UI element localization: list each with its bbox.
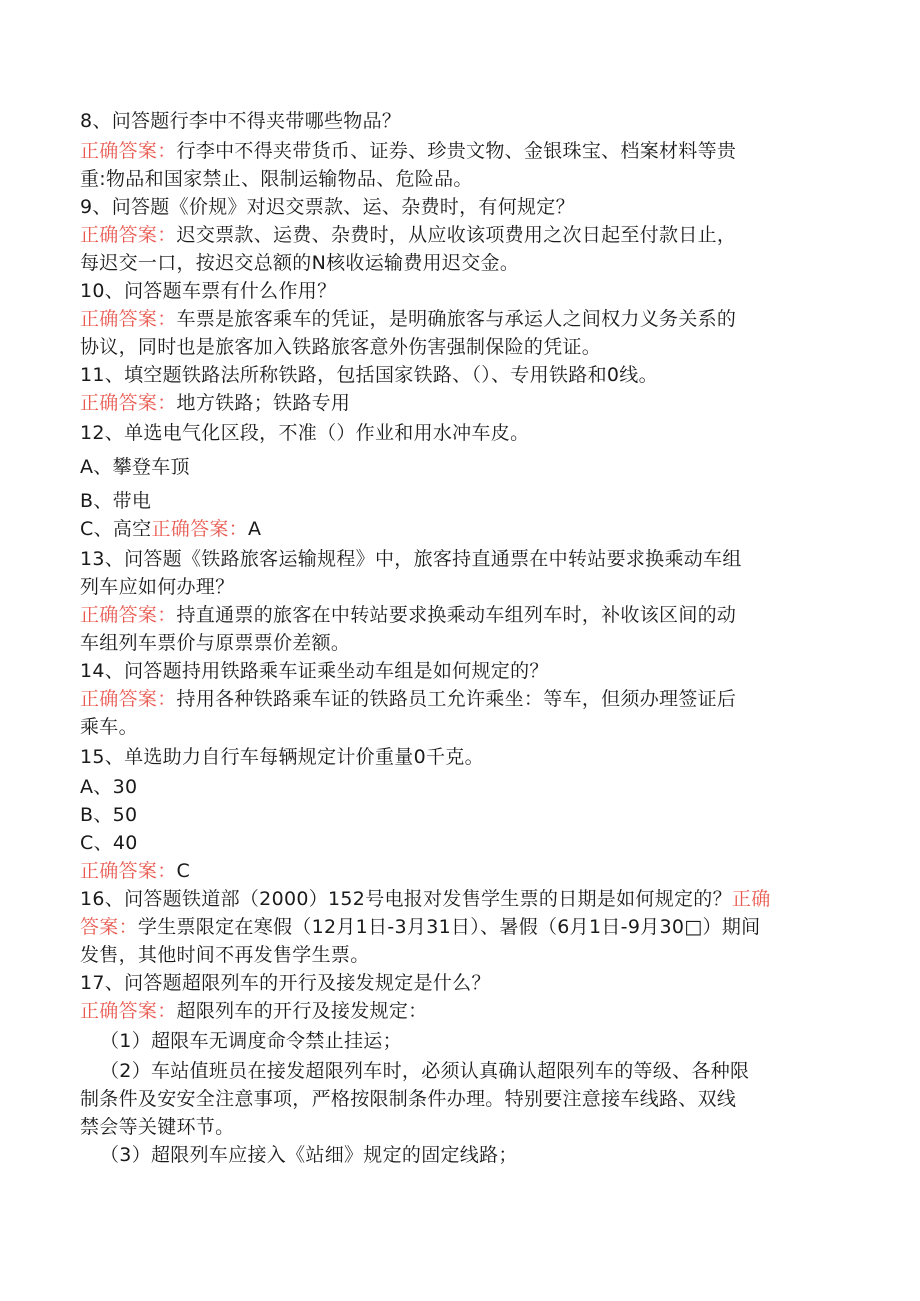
q11-question: 11、填空题铁路法所称铁路，包括国家铁路、（）、专用铁路和0线。 — [80, 364, 658, 386]
q13-answer-text: 持直通票的旅客在中转站要求换乘动车组列车时，补收该区间的动 — [176, 604, 737, 626]
q9-answer-line-1 — [80, 222, 736, 248]
q12-question: 12、单选电气化区段，不准（）作业和用水冲车皮。 — [80, 422, 530, 444]
q15-question: 15、单选助力自行车每辆规定计价重量0千克。 — [80, 746, 484, 768]
q13-answer-line-1 — [80, 602, 736, 628]
q11-answer-line — [80, 390, 350, 416]
q14-answer-line-2: 乘车。 — [80, 716, 138, 738]
q10-answer-line-1 — [80, 306, 736, 332]
answer-label: 正确答案： — [80, 308, 177, 330]
answer-label: 正确答案： — [80, 392, 177, 414]
q12-answer-text: A — [247, 518, 262, 540]
q8-question: 8、问答题行李中不得夹带哪些物品？ — [80, 110, 402, 132]
q10-answer-line-2: 协议，同时也是旅客加入铁路旅客意外伤害强制保险的凭证。 — [80, 336, 602, 358]
q17-item-2-line-3: 禁会等关键环节。 — [80, 1116, 235, 1138]
q8-answer-text: 行李中不得夹带货币、证券、珍贵文物、金银珠宝、档案材料等贵 — [176, 140, 737, 162]
answer-label-part-2: 答案： — [80, 916, 138, 938]
q17-item-3: （3）超限列车应接入《站细》规定的固定线路； — [100, 1144, 518, 1166]
q8-answer-line-2: 重:物品和国家禁止、限制运输物品、危险品。 — [80, 168, 473, 190]
answer-label: 正确答案： — [80, 860, 177, 882]
q16-answer-line-1 — [80, 914, 760, 940]
q16-question-line — [80, 886, 771, 912]
q16-question: 16、问答题铁道部（2000）152号电报对发售学生票的日期是如何规定的？ — [80, 888, 732, 910]
q8-answer-line-1 — [80, 138, 736, 164]
q15-option-c: C、40 — [80, 832, 138, 854]
q14-answer-line-1 — [80, 686, 736, 712]
q17-answer-intro: 超限列车的开行及接发规定： — [176, 1000, 428, 1022]
q9-answer-line-2: 每迟交一口，按迟交总额的N核收运输费用迟交金。 — [80, 252, 520, 274]
q15-answer-text: C — [176, 860, 191, 882]
q16-answer-line-2: 发售，其他时间不再发售学生票。 — [80, 944, 370, 966]
q10-question: 10、问答题车票有什么作用？ — [80, 280, 337, 302]
q9-answer-text: 迟交票款、运费、杂费时，从应收该项费用之次日起至付款日止， — [176, 224, 737, 246]
q15-option-b: B、50 — [80, 804, 138, 826]
q11-answer-text: 地方铁路；铁路专用 — [176, 392, 351, 414]
q12-option-a: A、攀登车顶 — [80, 456, 190, 478]
answer-label: 正确答案： — [80, 140, 177, 162]
answer-label: 正确答案： — [80, 604, 177, 626]
answer-label-part-1: 正确 — [731, 888, 771, 910]
answer-label: 正确答案： — [80, 224, 177, 246]
answer-label: 正确答案： — [151, 518, 248, 540]
q14-answer-text: 持用各种铁路乘车证的铁路员工允许乘坐：等车，但须办理签证后 — [176, 688, 737, 710]
q12-option-c: C、高空 — [80, 518, 152, 540]
q9-question: 9、问答题《价规》对迟交票款、运、杂费时，有何规定？ — [80, 196, 575, 218]
q13-question-line-2: 列车应如何办理？ — [80, 576, 235, 598]
q17-item-1: （1）超限车无调度命令禁止挂运； — [100, 1030, 402, 1052]
q12-option-c-line — [80, 516, 261, 542]
q13-answer-line-2: 车组列车票价与原票票价差额。 — [80, 632, 351, 654]
q17-question: 17、问答题超限列车的开行及接发规定是什么？ — [80, 972, 491, 994]
q17-answer-intro-line — [80, 998, 427, 1024]
q16-answer-text: 学生票限定在寒假（12月1日-3月31日）、暑假（6月1日-9月30□）期间 — [137, 916, 761, 938]
q12-option-b: B、带电 — [80, 490, 152, 512]
q15-option-a: A、30 — [80, 776, 138, 798]
answer-label: 正确答案： — [80, 1000, 177, 1022]
answer-label: 正确答案： — [80, 688, 177, 710]
q14-question: 14、问答题持用铁路乘车证乘坐动车组是如何规定的？ — [80, 660, 549, 682]
q13-question-line-1: 13、问答题《铁路旅客运输规程》中，旅客持直通票在中转站要求换乘动车组 — [80, 548, 742, 570]
q17-item-2-line-2: 制条件及安安全注意事项，严格按限制条件办理。特别要注意接车线路、双线 — [80, 1088, 737, 1110]
q17-item-2-line-1: （2）车站值班员在接发超限列车时，必须认真确认超限列车的等级、各种限 — [100, 1060, 750, 1082]
q10-answer-text: 车票是旅客乘车的凭证，是明确旅客与承运人之间权力义务关系的 — [176, 308, 737, 330]
q15-answer-line — [80, 858, 190, 884]
